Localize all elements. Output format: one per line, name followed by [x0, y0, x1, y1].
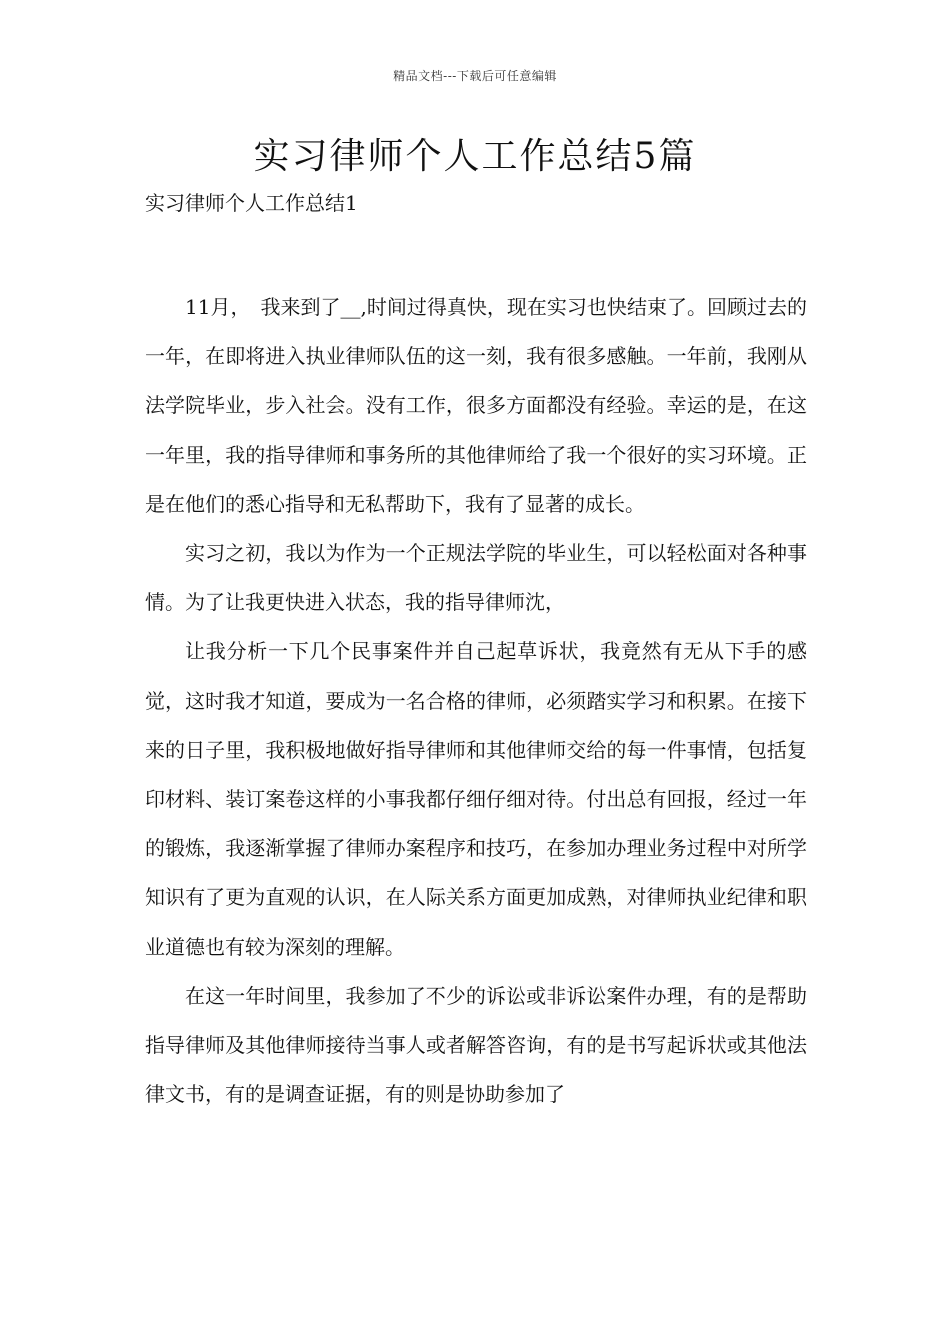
header-note: 精品文档---下载后可任意编辑: [393, 69, 557, 83]
paragraph: 在这一年时间里，我参加了不少的诉讼或非诉讼案件办理，有的是帮助指导律师及其他律师接待当事人或者解答咨询，有的是书写起诉状或其他法律文书，有的是调查证据，有的则是协助参加了: [145, 983, 807, 1107]
paragraph: 让我分析一下几个民事案件并自己起草诉状，我竟然有无从下手的感觉，这时我才知道，要成为一名合格的律师，必须踏实学习和积累。在接下来的日子里，我积极地做好指导律师和其他律师交给的每一件事情，包括复印材料、装订案卷这样的小事我都仔细仔细对待。付出总有回报，经过一年的锻炼，我逐渐掌握了律师办案程序和技巧，在参加办理业务过程中对所学知识有了更为直观的认识，在人际关系方面更加成熟，对律师执业纪律和职业道德也有较为深刻的理解。: [145, 639, 807, 959]
document-body: [145, 283, 807, 1119]
paragraph: 实习之初，我以为作为一个正规法学院的毕业生，可以轻松面对各种事情。为了让我更快进入状态，我的指导律师沈，: [145, 541, 807, 615]
document-subtitle: 实习律师个人工作总结1: [145, 191, 358, 215]
paragraph: 11月， 我来到了__,时间过得真快，现在实习也快结束了。回顾过去的一年，在即将进入执业律师队伍的这一刻，我有很多感触。一年前，我刚从法学院毕业，步入社会。没有工作，很多方面都没有经验。幸运的是，在这一年里，我的指导律师和事务所的其他律师给了我一个很好的实习环境。正是在他们的悉心指导和无私帮助下，我有了显著的成长。: [145, 295, 807, 516]
document-title: 实习律师个人工作总结5篇: [253, 136, 697, 177]
